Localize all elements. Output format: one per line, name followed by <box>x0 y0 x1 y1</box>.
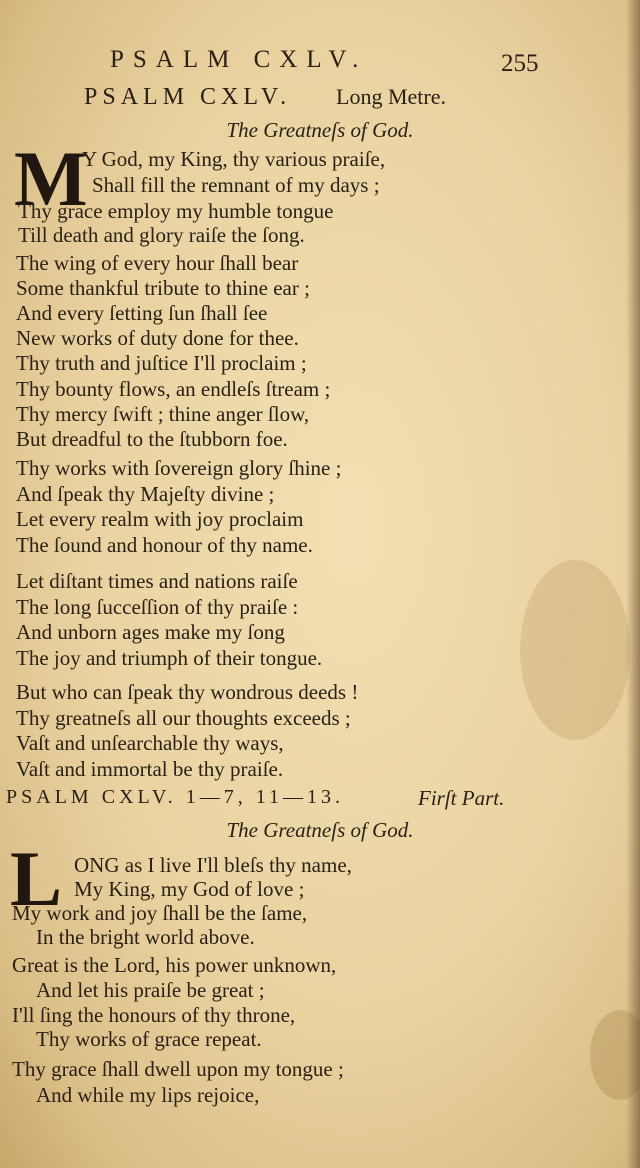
section-subtitle: The Greatneſs of God. <box>226 818 414 842</box>
metre-label: Long Metre. <box>336 84 446 109</box>
verse-line: But who can ſpeak thy wondrous deeds ! <box>16 680 359 704</box>
verse-line: The wing of every hour ſhall bear <box>16 251 299 275</box>
verse-line: Y God, my King, thy various praiſe, <box>82 147 386 171</box>
page-header <box>0 46 640 80</box>
drop-cap: L <box>10 835 63 922</box>
running-head: PSALM CXLV. <box>110 46 368 73</box>
verse-line: The joy and triumph of their tongue. <box>16 646 323 670</box>
verse-line: And let his praiſe be great ; <box>36 978 265 1002</box>
verse-line: Thy grace ſhall dwell upon my tongue ; <box>12 1057 344 1081</box>
verse-line: Let every realm with joy proclaim <box>16 507 304 531</box>
verse-line: The long ſucceſſion of thy praiſe : <box>16 595 299 619</box>
verse-line: And ſpeak thy Majeſty divine ; <box>16 482 275 506</box>
verse-line: In the bright world above. <box>36 925 255 949</box>
page-number: 255 <box>501 50 539 77</box>
verse-line: Some thankful tribute to thine ear ; <box>16 276 310 300</box>
verse-line: Thy greatneſs all our thoughts exceeds ; <box>16 706 351 730</box>
verse-line: Vaſt and unſearchable thy ways, <box>16 731 284 755</box>
verse-line: My King, my God of love ; <box>74 877 305 901</box>
verse-line: I'll ſing the honours of thy throne, <box>12 1003 296 1027</box>
verse-line: But dreadful to the ſtubborn foe. <box>16 427 288 451</box>
verse-line: Thy works with ſovereign glory ſhine ; <box>16 456 342 480</box>
verse-line: Thy truth and juſtice I'll proclaim ; <box>16 351 307 375</box>
verse-line: Let diſtant times and nations raiſe <box>16 569 298 593</box>
verse-line: Great is the Lord, his power unknown, <box>12 953 337 977</box>
verse-line: The ſound and honour of thy name. <box>16 533 313 557</box>
page-stain <box>520 560 630 740</box>
verse-line: Thy bounty flows, an endleſs ſtream ; <box>16 377 331 401</box>
verse-line: Thy mercy ſwift ; thine anger ſlow, <box>16 402 310 426</box>
verse-line: Thy works of grace repeat. <box>36 1027 262 1051</box>
drop-cap: M <box>14 135 88 222</box>
page-edge-shadow <box>626 0 640 1168</box>
section-subtitle: The Greatneſs of God. <box>226 118 414 142</box>
verse-line: My work and joy ſhall be the ſame, <box>12 901 308 925</box>
psalm-title-line <box>84 84 484 118</box>
verse-line: Shall fill the remnant of my days ; <box>92 173 380 197</box>
verse-line: ONG as I live I'll bleſs thy name, <box>74 853 352 877</box>
verse-line: And every ſetting ſun ſhall ſee <box>16 301 268 325</box>
psalm-title: PSALM CXLV. <box>84 84 292 110</box>
verse-line: And unborn ages make my ſong <box>16 620 285 644</box>
psalm-reference: PSALM CXLV. 1—7, 11—13. <box>6 786 344 808</box>
part-title <box>6 786 626 816</box>
part-label: Firſt Part. <box>418 786 505 810</box>
verse-line: New works of duty done for thee. <box>16 326 299 350</box>
verse-line: Till death and glory raiſe the ſong. <box>18 223 305 247</box>
verse-line: Thy grace employ my humble tongue <box>18 199 334 223</box>
verse-line: Vaſt and immortal be thy praiſe. <box>16 757 284 781</box>
verse-line: And while my lips rejoice, <box>36 1083 260 1107</box>
